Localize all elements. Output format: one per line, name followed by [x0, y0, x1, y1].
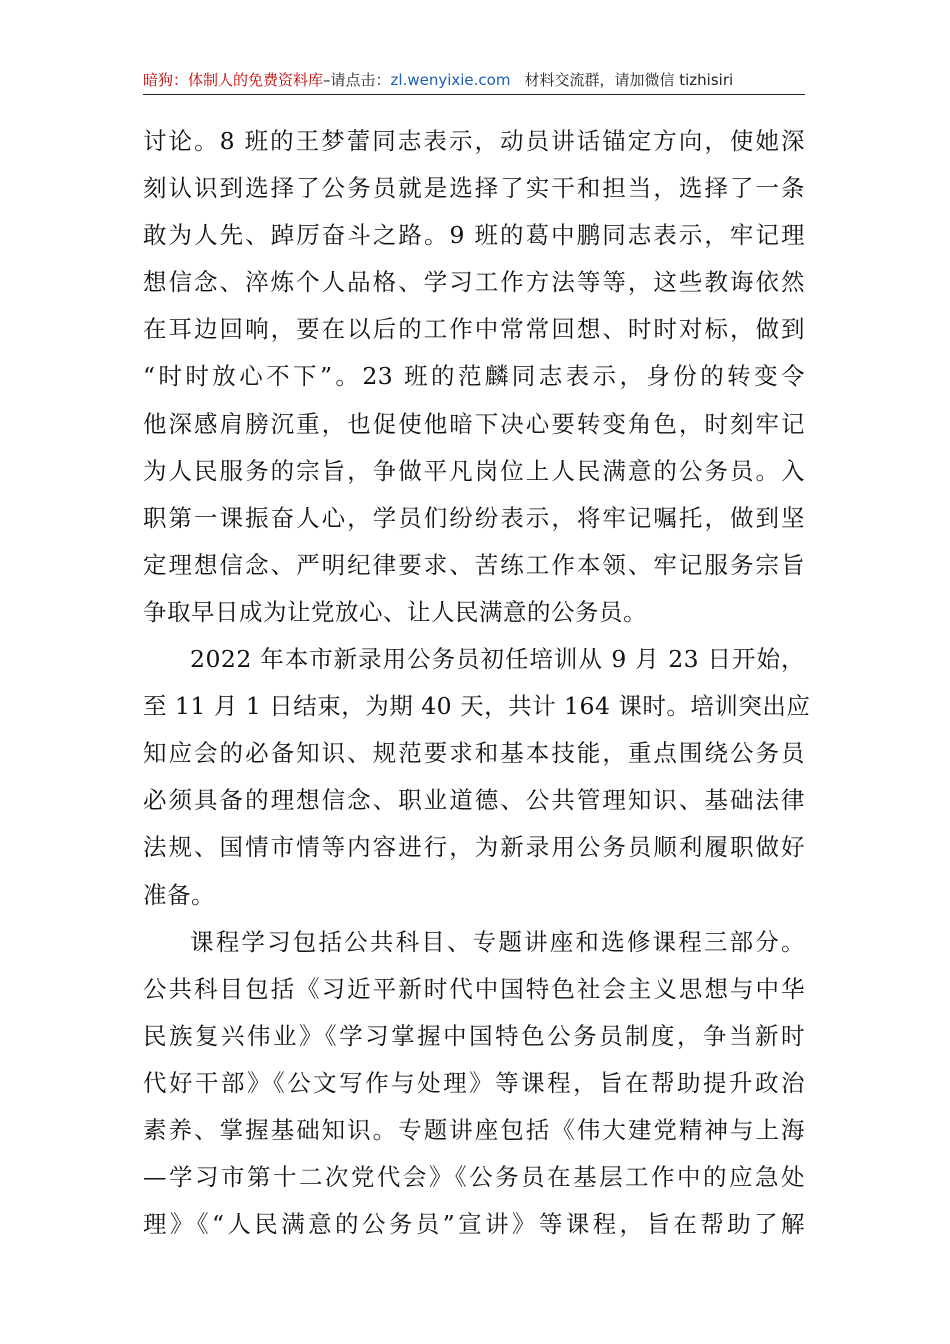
text-line: 职第一课振奋人心，学员们纷纷表示，将牢记嘱托，做到坚: [143, 503, 805, 532]
text-line: 定理想信念、严明纪律要求、苦练工作本领、牢记服务宗旨: [143, 550, 805, 579]
header-contact: 材料交流群，请加微信 tizhisiri: [524, 71, 734, 89]
text-line: 争取早日成为让党放心、让人民满意的公务员。: [143, 597, 647, 626]
text-line: 讨论。8 班的王梦蕾同志表示，动员讲话锚定方向，使她深: [143, 127, 805, 155]
text-line: 必须具备的理想信念、职业道德、公共管理知识、基础法律: [143, 786, 805, 815]
text-line: 民族复兴伟业》《学习掌握中国特色公务员制度，争当新时: [143, 1021, 805, 1050]
text-line: “时时放心不下”。23 班的范麟同志表示，身份的转变令: [143, 362, 805, 391]
text-line: 准备。: [143, 880, 215, 909]
text-line: 2022 年本市新录用公务员初任培训从 9 月 23 日开始，: [190, 645, 805, 674]
text-line: 素养、掌握基础知识。专题讲座包括《伟大建党精神与上海: [143, 1115, 805, 1144]
document-body: [143, 118, 811, 1248]
text-line: 至 11 月 1 日结束，为期 40 天，共计 164 课时。培训突出应: [143, 692, 811, 721]
header-brand: 暗狗：体制人的免费资料库: [143, 71, 324, 89]
text-line: 法规、国情市情等内容进行，为新录用公务员顺利履职做好: [143, 833, 805, 862]
header-prompt: –请点击：: [323, 71, 391, 89]
text-line: 课程学习包括公共科目、专题讲座和选修课程三部分。: [190, 927, 805, 956]
page-header: [143, 66, 805, 94]
text-line: 代好干部》《公文写作与处理》等课程，旨在帮助提升政治: [143, 1068, 805, 1097]
text-line: 在耳边回响，要在以后的工作中常常回想、时时对标，做到: [143, 315, 805, 344]
text-line: 敢为人先、踔厉奋斗之路。9 班的葛中鹏同志表示，牢记理: [143, 221, 805, 250]
text-line: 为人民服务的宗旨，争做平凡岗位上人民满意的公务员。入: [143, 456, 805, 485]
text-line: 公共科目包括《习近平新时代中国特色社会主义思想与中华: [143, 974, 805, 1003]
text-line: 想信念、淬炼个人品格、学习工作方法等等，这些教诲依然: [143, 268, 805, 297]
text-line: 理》《“人民满意的公务员”宣讲》等课程，旨在帮助了解: [143, 1210, 805, 1239]
text-line: —学习市第十二次党代会》《公务员在基层工作中的应急处: [143, 1163, 805, 1192]
text-line: 他深感肩膀沉重，也促使他暗下决心要转变角色，时刻牢记: [143, 409, 805, 438]
header-divider: [143, 94, 805, 95]
text-line: 刻认识到选择了公务员就是选择了实干和担当，选择了一条: [143, 174, 805, 203]
header-link[interactable]: zl.wenyixie.com: [390, 71, 511, 89]
text-line: 知应会的必备知识、规范要求和基本技能，重点围绕公务员: [143, 739, 805, 768]
